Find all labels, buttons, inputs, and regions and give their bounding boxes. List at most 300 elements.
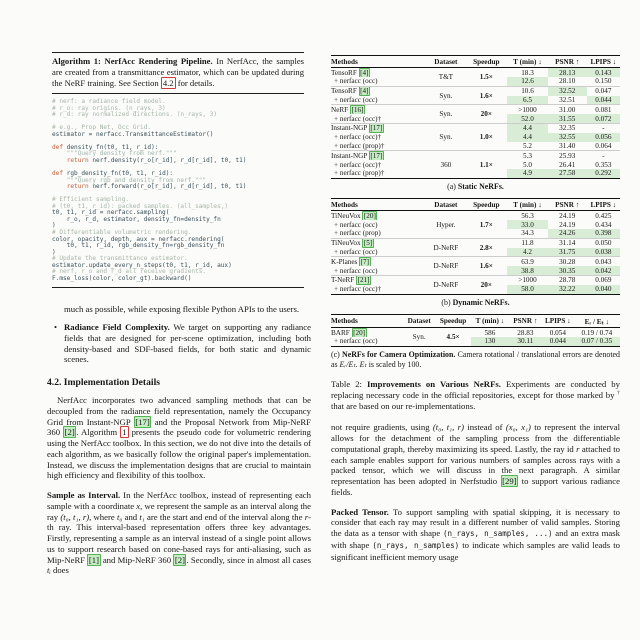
table-header-cell: T (min) ↓ [471,315,509,328]
value-cell: 0.054 [549,328,566,337]
code-line [52,276,304,283]
table-row [331,211,620,220]
citation-link[interactable]: [16] [351,105,364,114]
value-cell: 5.0 [523,160,532,169]
bullet-text [64,322,311,364]
value-cell: >1000 [507,275,547,284]
table-row [331,257,620,266]
text-segment: + nerfacc (occ) [334,266,378,275]
value-cell: 0.038 [587,248,620,257]
text-segment: instead of [463,422,506,433]
table-header-cell: Speedup [435,315,471,328]
code-token: # nerf: a radiance field model. [52,98,166,106]
value-cell: 5.3 [507,151,547,160]
text-segment: t₁ [139,511,145,522]
value-cell: 0.044 [587,96,620,105]
method-label-cell [331,220,426,229]
text-segment: r [304,511,309,522]
table-header-cell: Methods [331,199,426,211]
text-segment: . Algorithm [76,427,121,438]
text-segment: (n_rays, n_samples, ...) [442,529,553,539]
text-segment: In the NerfAcc toolbox, instead of representing each sample with a coordinate [47,490,311,511]
text-segment: that are based on our re-implementations. [331,400,476,411]
text-segment: (t₀, t₁, r) [60,511,90,522]
text-segment: Sample as Interval. [47,490,121,501]
method-label-cell [331,337,403,346]
value-cell: 0.398 [587,229,620,238]
table-row [331,275,620,284]
text-segment: + nerfacc (occ) [334,96,378,105]
text-segment: , where [89,511,117,522]
speedup-cell: 2.8× [465,238,507,257]
text-segment: (x₀, x₁) [505,422,531,433]
value-cell: >1000 [507,105,547,114]
code-token: rgb_density_fn(t0, t1, r_id): [63,170,174,178]
table-header-cell: Dataset [426,56,465,68]
table-static-nerfs-grid [331,55,620,179]
code-token: F.mse_loss(color, color_gt).backward() [52,274,192,282]
value-cell: 4.4 [507,133,547,142]
method-label-cell [331,328,403,337]
citation-link[interactable]: [29] [502,476,517,487]
speedup-cell: 1.5× [479,73,493,82]
code-token: # Efficient sampling. [52,196,130,204]
text-segment: Eᵣ/Eₜ [339,360,356,370]
text-segment: does [50,565,69,576]
citation-link[interactable]: [7] [360,257,370,266]
text-segment: (n_rays, n_samples) [372,540,460,550]
value-cell: 0.081 [587,105,620,114]
table-row [331,123,620,132]
value-cell: 0.047 [587,86,620,95]
citation-link[interactable]: [17] [370,124,383,133]
value-cell: 24.19 [559,220,576,229]
value-cell: 0.150 [595,77,612,86]
code-token: # Update the transmittance estimator. [52,255,188,263]
section-heading-implementation-details: 4.2. Implementation Details [47,377,160,389]
table-static-nerfs [331,55,620,191]
value-cell: 28.83 [517,328,534,337]
value-cell: 0.19 / 0.74 [581,328,613,337]
value-cell: 0.292 [587,169,620,178]
value-cell: 26.41 [559,160,576,169]
value-cell: 12.6 [507,77,547,86]
value-cell: 130 [471,337,509,346]
text-segment: . Secondly, since in almost all cases [186,554,311,565]
paragraph-packed-tensor [331,507,620,563]
code-token: density_fn(t0, t1, r_id): [63,143,159,151]
speedup-cell: 20× [465,105,507,124]
citation-link[interactable]: [4] [360,87,369,96]
dataset-cell: Syn. [426,86,465,105]
text-segment: Instant-NGP [331,124,369,133]
table-header-cell: LPIPS ↓ [587,56,620,68]
dataset-cell: 360 [426,151,465,178]
table-header-cell: T (min) ↓ [507,56,547,68]
code-token: """Query rgb and density from nerf.""" [52,176,207,184]
benchmark-table [331,55,620,179]
value-cell: 4.4 [507,123,547,132]
method-label-cell [331,238,426,247]
speedup-cell: 4.5× [446,333,460,342]
value-cell: 30.11 [509,337,542,346]
text-segment: (c) [331,350,343,360]
value-cell: 63.9 [507,257,547,266]
table-header-cell: T (min) ↓ [507,199,547,211]
value-cell: 0.064 [595,141,612,150]
value-cell: 28.13 [548,68,587,77]
value-cell: 0.040 [587,285,620,294]
value-cell: 586 [484,328,496,337]
code-token: # nerf, r_o and r_d all receive gradients. [52,268,207,276]
code-token: t0, t1, r_id, rgb_density_fn=rgb_density_fn [52,242,225,250]
text-segment: presents the pseudo code for volumetric rendering using the NerfAcc toolbox. In this section, we do not dive into the details of each algorithm, as we basically follow the original paper's implementation. Instead, we discuss the implementation designs that are crucial to maintain high efficiency and flexibility of this toolbox. [47,427,311,481]
table-dynamic-nerfs [331,198,620,307]
text-segment: . [355,360,360,370]
value-cell: 5.2 [523,141,532,150]
citation-link[interactable]: [4] [360,68,369,77]
left-column [47,52,311,576]
value-cell: 31.55 [548,114,587,123]
method-label-cell [331,266,426,275]
dataset-cell: Syn. [426,105,465,124]
value-cell: 33.0 [507,220,547,229]
method-label-cell [331,211,426,220]
text-segment: + nerfacc (occ) [334,77,378,86]
text-segment: Static NeRFs. [457,182,504,192]
value-cell: 11.8 [507,238,547,247]
table-row [331,328,620,337]
value-cell: 0.069 [587,275,620,284]
code-token: def [52,170,64,178]
method-label-cell [331,105,426,114]
table-header-cell: Dataset [426,199,465,211]
text-segment: , we represent the sample as an interval along the ray [47,500,311,522]
text-segment: are the start and end of the interval along the [144,511,305,522]
paragraph-continuation [64,304,311,315]
citation-link[interactable]: [2] [64,427,75,438]
table-camera-optimization-grid [331,314,620,347]
text-segment: much as possible, while exposing flexible Python APIs to the users. [64,304,300,315]
paragraph-gradients [331,422,620,497]
text-segment: (b) [441,298,453,307]
value-cell: 25.93 [548,151,587,160]
value-cell: 18.3 [521,68,534,77]
table-header-cell: Methods [331,315,403,328]
method-label-cell [331,151,426,160]
method-label-cell [331,77,426,86]
text-segment: + nerfacc (occ)† [334,133,382,142]
dataset-cell: Syn. [426,123,465,150]
text-segment: + nerfacc (occ) [334,220,378,229]
value-cell: 32.22 [548,285,587,294]
text-segment: (t₀, t₁, r) [432,422,464,433]
speedup-cell: 20× [465,275,507,294]
value-cell: 30.35 [548,266,587,275]
bullet-icon: • [54,322,58,333]
value-cell: 24.26 [548,229,587,238]
table-header-cell: PSNR ↑ [509,315,542,328]
text-segment: t₀ [116,511,123,522]
value-cell: 4.9 [507,169,547,178]
text-segment: not require gradients, using [331,422,433,433]
value-cell: 58.0 [507,285,547,294]
text-segment: tᵢ [47,565,51,576]
method-label-cell [331,114,426,123]
text-segment: (a) [447,182,458,192]
text-segment: r [576,443,580,454]
code-token: return [66,156,89,164]
algorithm-bottom-rule [52,287,304,288]
code-listing [52,99,304,282]
method-label-cell [331,133,426,142]
paragraph-sample-as-interval [47,490,311,576]
text-segment: NerfAcc incorporates two advanced sampling methods that can be decoupled from the radiance field representation, namely the Occupancy Grid from Instant-NGP [47,395,311,427]
text-segment: NeRFs for Camera Optimization. [342,350,456,360]
value-cell: 0.07 / 0.35 [574,337,620,346]
method-label-cell [331,160,426,169]
table-header-cell: Methods [331,56,426,68]
algorithm-block [52,52,304,288]
value-cell: 28.78 [548,275,587,284]
code-token: nerf.density(r_o[r_id], r_d[r_id], t0, t1) [88,156,247,164]
text-segment: TiNeuVox [331,239,363,248]
value-cell: 0.044 [542,337,574,346]
text-segment: T-NeRF [331,276,357,285]
table-row [331,68,620,77]
value-cell: 31.40 [559,141,576,150]
value-cell: 32.55 [548,133,587,142]
table-caption-b [331,298,620,307]
text-segment: TiNeuVox [331,211,363,220]
text-segment: and an extra mask with shape [331,528,620,550]
table-header-cell: Speedup [465,56,507,68]
section-ref-link[interactable]: 4.2 [162,78,174,89]
table-header-cell: Speedup [465,199,507,211]
text-segment: and the Proposal Network from Mip-NeRF 360 [47,416,311,438]
table-row [331,151,620,160]
text-segment: Table 2: [331,379,367,390]
text-segment: + nerfacc (occ)† [334,285,382,294]
text-segment: TensoRF [331,68,359,77]
text-segment: + nerfacc (occ) [334,247,378,256]
text-segment: Experiments are conducted by replacing necessary code in the official repositories, except for those marked by [331,379,620,400]
table-camera-optimization [331,314,620,370]
value-cell: 0.043 [587,257,620,266]
method-label-cell [331,123,426,132]
value-cell: 31.00 [548,105,587,114]
text-segment: + nerfacc (prop)† [334,169,385,178]
value-cell: 31.75 [548,248,587,257]
table-caption-a [331,182,620,191]
table-header-cell: PSNR ↑ [548,56,587,68]
text-segment: attached to each sample enables support for various numbers of samples across rays with a packed tensor, which we will discuss in the next paragraph. A similar representation has been adopted in Nerfstudio [331,443,620,487]
text-segment: We target on supporting any radiance fields that are designed for per-scene optimization, including both density-based and SDF-based fields, for both static and dynamic scenes. [64,322,311,365]
code-token: ) [52,222,56,230]
method-label-cell [331,68,426,77]
text-segment: NeRF [331,105,350,114]
value-cell: 0.425 [595,211,612,220]
code-token: # r_d: ray normalized directions. (n_rays, 3) [52,111,218,119]
value-cell: 0.056 [587,133,620,142]
value-cell: 32.35 [548,123,587,132]
citation-link[interactable]: [21] [357,276,370,285]
speedup-cell: 1.6× [465,257,507,276]
code-token: # e.g., Prop Net, Occ Grid. [52,124,152,132]
right-column [331,55,620,562]
text-segment: + nerfacc (occ)† [334,114,382,123]
value-cell: 27.58 [548,169,587,178]
text-segment: -th ray. This interval-based representation offers three key advantages. Firstly, representing a sample as an interval instead of a single point allows us to support research based on cone-based rays for anti-aliasing, such as Mip-NeRF [47,511,311,565]
value-cell: 34.3 [521,229,534,238]
table-row [331,86,620,95]
value-cell: 31.14 [548,238,587,247]
value-cell: 32.51 [559,96,576,105]
citation-link[interactable]: [5] [363,239,373,248]
value-cell: 6.5 [507,96,547,105]
value-cell: 0.353 [595,160,612,169]
citation-link[interactable]: [2] [174,554,185,565]
value-cell: - [587,151,620,160]
dataset-cell: D-NeRF [426,257,465,276]
text-segment: + nerfacc (prop) [334,229,381,238]
text-segment: Dynamic NeRFs. [452,298,510,307]
table-header-cell: LPIPS ↓ [542,315,574,328]
value-cell: 30.28 [548,257,587,266]
algorithm-caption [52,52,304,94]
benchmark-table [331,198,620,294]
method-label-cell [331,142,426,151]
citation-link[interactable]: [17] [135,416,150,427]
text-segment: + nerfacc (occ) [334,337,378,346]
benchmark-table [331,314,620,347]
text-segment: In NerfAcc, the samples are created from a transmittance estimator, which can be updated during the NeRF training. See Section [52,56,305,89]
value-cell: 0.050 [587,238,620,247]
text-segment: Packed Tensor. [331,506,389,517]
table-header-row [331,315,620,328]
table-caption-c [331,350,620,370]
text-segment: Camera rotational / translational errors are denoted as [331,350,621,370]
text-segment: Algorithm 1: [52,56,105,66]
table-header-row [331,199,620,211]
citation-link[interactable]: [20] [353,328,366,337]
code-token: nerf.forward(r_o[r_id], r_d[r_id], t0, t1) [88,183,247,191]
table-row [331,105,620,114]
speedup-cell: 1.0× [465,123,507,150]
speedup-cell: 1.7× [479,220,493,229]
table-header-cell: PSNR ↑ [548,199,587,211]
text-segment: is scaled by 100. [366,360,422,370]
bullet-item-radiance-field-complexity [54,322,311,365]
code-token: def [52,143,64,151]
value-cell: - [587,123,620,132]
code-token: color, opacity, depth, aux = nerfacc.rendering( [52,235,225,243]
value-cell: 28.10 [559,77,576,86]
method-label-cell [331,285,426,294]
method-label-cell [331,275,426,284]
text-segment: † [617,390,620,397]
text-segment: BARF [331,328,352,337]
code-token: ) [52,248,56,256]
text-segment: and Mip-NeRF 360 [100,554,174,565]
value-cell: 32.52 [548,86,587,95]
table2-main-caption [331,379,620,411]
text-segment: + nerfacc (occ)† [334,160,382,169]
dataset-cell: Syn. [412,333,426,342]
dataset-cell: D-NeRF [426,275,465,294]
citation-link[interactable]: [17] [370,151,383,160]
text-segment: K-Planes [331,257,360,266]
text-segment: x [136,500,141,511]
text-segment: for details. [175,78,215,89]
text-segment: TensoRF [331,87,359,96]
method-label-cell [331,169,426,178]
value-cell: 0.434 [595,220,612,229]
table-header-cell: Eᵣ / Eₜ ↓ [574,315,620,328]
method-label-cell [331,257,426,266]
citation-link[interactable]: [20] [363,211,376,220]
method-label-cell [331,96,426,105]
text-segment: and [122,511,140,522]
value-cell: 0.042 [587,266,620,275]
table-header-cell: LPIPS ↓ [587,199,620,211]
text-segment: + nerfacc (prop)† [334,141,385,150]
table-row [331,337,620,346]
table-dynamic-nerfs-grid [331,198,620,294]
code-token: estimator.update_every_n_steps(t0, t1, r_id, aux) [52,261,232,269]
code-token: t0, t1, r_id = nerfacc.sampling( [52,209,170,217]
text-segment: to indicate which samples are valid leads to significant inefficient memory usage [331,539,620,562]
value-cell: 0.143 [587,68,620,77]
text-segment: Improvements on Various NeRFs. [367,379,501,390]
value-cell: 10.6 [507,86,547,95]
code-token: # Differentiable volumetric rendering. [52,228,192,236]
text-segment: to represent the interval allows for the detachment of the sampling process from the differentiable computational graph, thereby maximizing its speed. Lastly, the ray id [331,422,620,454]
code-token: estimator = nerfacc.TransmittanceEstimator() [52,130,214,138]
value-cell: 4.2 [507,248,547,257]
method-label-cell [331,229,426,238]
table-row [331,238,620,247]
text-segment: Radiance Field Complexity. [64,322,170,333]
dataset-cell: Hyper. [436,220,456,229]
code-token: """Query density from nerf.""" [52,150,177,158]
value-cell: 38.8 [507,266,547,275]
speedup-cell: 1.1× [465,151,507,178]
text-segment: Eₜ [359,360,367,370]
method-label-cell [331,248,426,257]
value-cell: 24.19 [559,211,576,220]
dataset-cell: D-NeRF [426,238,465,257]
code-token: return [66,183,89,191]
value-cell: 52.0 [507,114,547,123]
text-segment: to support various radiance fields. [331,476,620,497]
section-ref-link[interactable]: 1 [122,427,127,438]
code-token: # (t0, t1, r_id): packed samples. (all_samples,) [52,202,229,210]
method-label-cell [331,86,426,95]
citation-link[interactable]: [1] [88,554,100,565]
code-token: r_o, r_d, estimator, density_fn=density_fn [52,215,221,223]
code-token: # r_o: ray origins. (n_rays, 3) [52,104,166,112]
value-cell: 0.072 [587,114,620,123]
text-segment: To support sampling with spatial skipping, it is necessary to consider that each ray may result in a different number of valid samples. Storing the data as a tensor with shape [331,506,620,539]
text-segment: Instant-NGP [331,151,369,160]
dataset-cell: T&T [438,73,454,82]
paragraph-implementation [47,395,311,481]
table-header-cell: Dataset [403,315,435,328]
value-cell: 56.3 [521,211,534,220]
table-header-row [331,56,620,68]
text-segment: NerfAcc Rendering Pipeline. [104,56,213,66]
